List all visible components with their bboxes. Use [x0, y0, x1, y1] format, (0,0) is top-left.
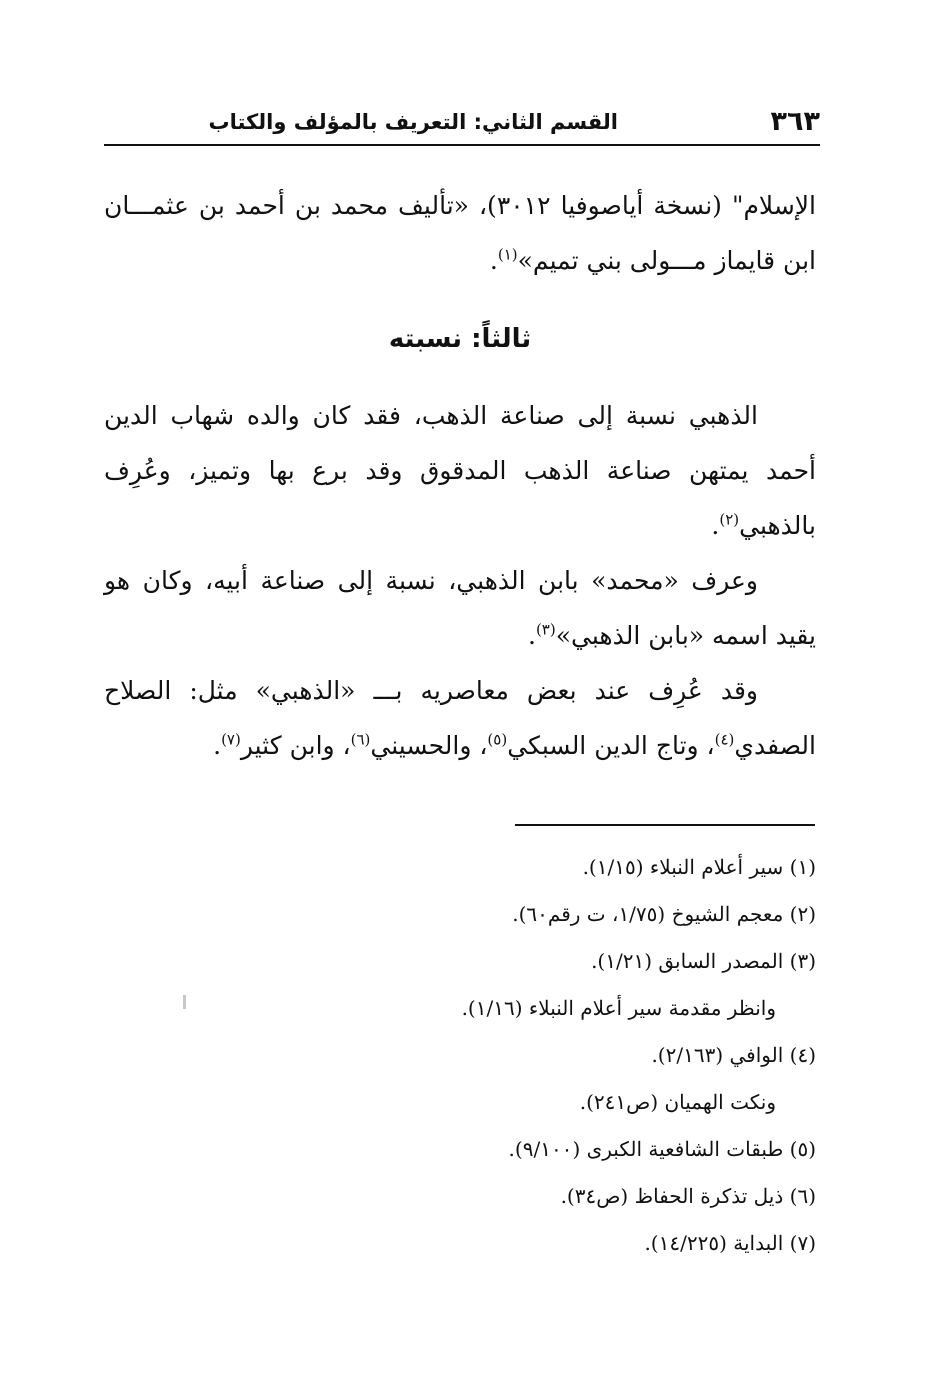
paragraph-1-end: .: [489, 246, 498, 275]
paragraph-4-end: .: [213, 731, 222, 760]
footnote-3-continuation: وانظر مقدمة سير أعلام النبلاء (١/١٦).: [461, 996, 776, 1020]
footnote-1: (١) سير أعلام النبلاء (١/١٥).: [582, 855, 816, 879]
footnote-4: (٤) الوافي (٢/١٦٣).: [651, 1043, 816, 1067]
section-title: ثالثاً: نسبته: [388, 324, 532, 354]
footnote-3: (٣) المصدر السابق (١/٢١).: [591, 949, 816, 973]
paragraph-2: [104, 388, 816, 553]
paragraph-1: [104, 178, 816, 288]
paragraph-2-text: الذهبي نسبة إلى صناعة الذهب، فقد كان والده شهاب الدين أحمد يمتهن صناعة الذهب المدقوق وقد برع بها وتميز، وعُرِف بالذهبي: [104, 401, 816, 540]
footnote-ref-7: (٧): [221, 730, 241, 749]
scan-speck: [183, 995, 186, 1009]
footnote-4-continuation: ونكت الهميان (ص٢٤١).: [579, 1090, 776, 1114]
footnote-2: (٢) معجم الشيوخ (١/٧٥، ت رقم٦٠).: [512, 902, 816, 926]
page-header: [104, 104, 820, 144]
footnote-ref-2: (٢): [719, 510, 740, 529]
footnote-ref-4: (٤): [714, 730, 735, 749]
paragraph-1-text: الإسلام" (نسخة أياصوفيا ٣٠١٢)، «تأليف محمد بن أحمد بن عثمـــان ابن قايماز مـــولى بني تميم»: [104, 191, 817, 275]
footnote-ref-3: (٣): [535, 620, 556, 639]
footnote-ref-5: (٥): [487, 730, 508, 749]
main-text: [104, 178, 816, 773]
footnote-ref-1: (١): [497, 245, 518, 264]
paragraph-3-text: وعرف «محمد» بابن الذهبي، نسبة إلى صناعة أبيه، وكان هو يقيد اسمه «بابن الذهبي»: [104, 566, 816, 650]
paragraph-4: [104, 663, 816, 773]
page-number: ٣٦٣: [770, 106, 820, 137]
paragraph-4-text-d: ، وابن كثير: [240, 731, 351, 760]
paragraph-4-text-a: وقد عُرِف عند بعض معاصريه بـــ «الذهبي» مثل: الصلاح الصفدي: [104, 676, 816, 760]
paragraph-4-text-c: ، والحسيني: [370, 731, 488, 760]
paragraph-3-end: .: [527, 621, 536, 650]
header-rule: [104, 144, 820, 146]
paragraph-3: [104, 553, 816, 663]
paragraph-2-end: .: [711, 511, 720, 540]
footnote-6: (٦) ذيل تذكرة الحفاظ (ص٣٤).: [560, 1184, 816, 1208]
footnote-ref-6: (٦): [350, 730, 371, 749]
footnote-5: (٥) طبقات الشافعية الكبرى (٩/١٠٠).: [508, 1137, 816, 1161]
footnote-7: (٧) البداية (١٤/٢٢٥).: [644, 1231, 816, 1255]
running-head: القسم الثاني: التعريف بالمؤلف والكتاب: [208, 110, 618, 134]
footnotes: [104, 844, 816, 1267]
paragraph-4-text-b: ، وتاج الدين السبكي: [507, 731, 715, 760]
footnote-rule: [515, 824, 815, 826]
